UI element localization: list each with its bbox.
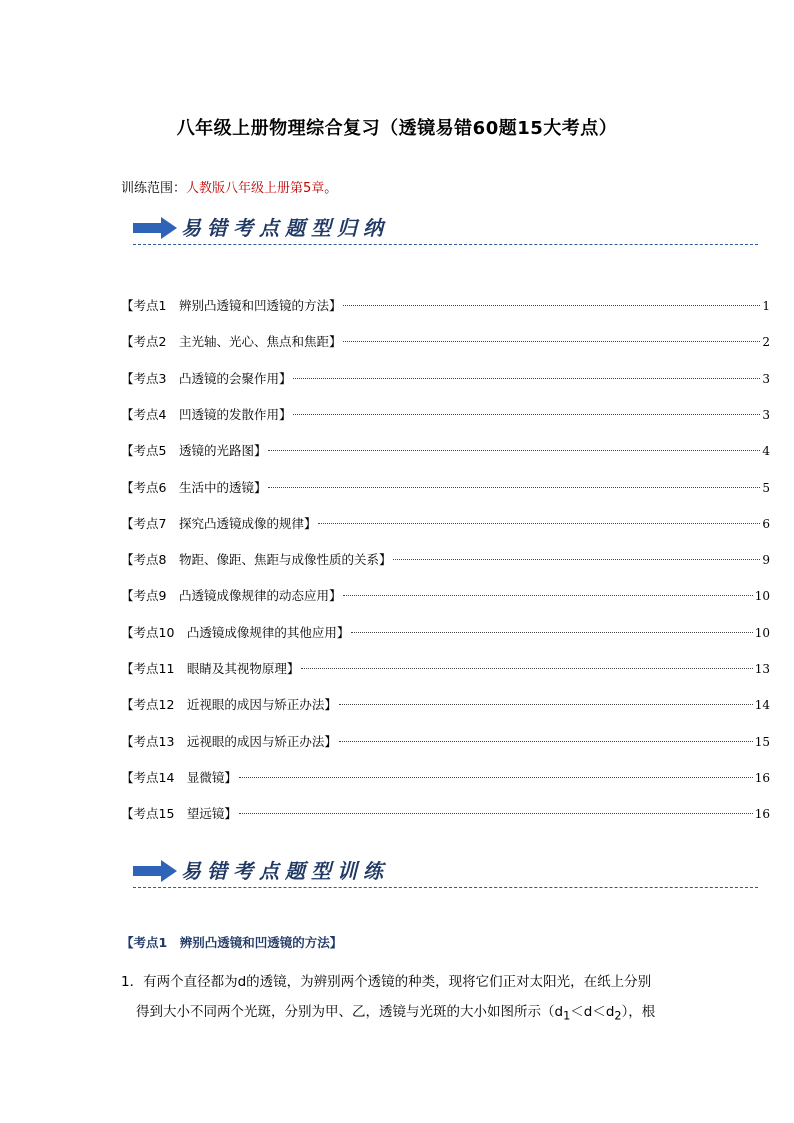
toc-entry[interactable] [121, 405, 770, 425]
toc-page-number: 2 [762, 335, 770, 350]
toc-leader-dots [351, 632, 752, 633]
scope-highlight: 人教版八年级上册第5章 [186, 181, 325, 196]
subscript-2: 2 [614, 1009, 622, 1023]
toc-entry[interactable] [121, 768, 770, 788]
training-scope [121, 177, 337, 196]
toc-leader-dots [301, 668, 752, 669]
toc-entry-label: 【考点4 凹透镜的发散作用】 [121, 406, 292, 422]
toc-page-number: 1 [762, 299, 770, 313]
toc-entry[interactable] [121, 695, 770, 715]
toc-leader-dots [318, 523, 760, 524]
toc-entry[interactable] [121, 332, 770, 352]
toc-entry[interactable] [121, 659, 770, 679]
toc-entry[interactable] [121, 441, 770, 461]
toc-page-number: 16 [754, 807, 770, 822]
toc-entry[interactable] [121, 296, 770, 316]
right-arrow-icon [133, 860, 177, 882]
toc-entry-label: 【考点3 凸透镜的会聚作用】 [121, 370, 292, 386]
toc-entry[interactable] [121, 623, 770, 643]
toc-entry-label: 【考点6 生活中的透镜】 [121, 479, 267, 495]
question-text-part: ），根 [621, 1004, 656, 1020]
toc-leader-dots [239, 777, 753, 778]
question-section-heading: 【考点1 辨别凸透镜和凹透镜的方法】 [121, 935, 343, 950]
question-text-line-1: 1．有两个直径都为d的透镜，为辨别两个透镜的种类，现将它们正对太阳光，在纸上分别 [121, 974, 652, 990]
toc-entry-label: 【考点8 物距、像距、焦距与成像性质的关系】 [121, 552, 392, 568]
toc-page-number: 16 [754, 770, 770, 785]
toc-entry-label: 【考点5 透镜的光路图】 [121, 443, 267, 459]
toc-page-number: 15 [754, 734, 770, 749]
training-banner-title: 易错考点题型训练 [181, 859, 389, 883]
toc-leader-dots [343, 341, 760, 342]
question-text-part: ＜d＜d [570, 1004, 615, 1020]
toc-page-number: 9 [762, 553, 770, 568]
toc-entry-label: 【考点2 主光轴、光心、焦点和焦距】 [121, 334, 342, 350]
toc-entry-label: 【考点12 近视眼的成因与矫正办法】 [121, 697, 337, 713]
toc-entry[interactable] [121, 732, 770, 752]
question-text-part: 得到大小不同两个光斑，分别为甲、乙，透镜与光斑的大小如图所示（d [136, 1004, 564, 1020]
toc-entry[interactable] [121, 804, 770, 824]
toc-entry-label: 【考点14 显微镜】 [121, 769, 237, 785]
toc-leader-dots [268, 487, 760, 488]
page-title: 八年级上册物理综合复习（透镜易错60题15大考点） [176, 118, 618, 139]
toc-page-number: 6 [762, 516, 770, 531]
toc-banner-title: 易错考点题型归纳 [181, 216, 389, 240]
toc-entry[interactable] [121, 550, 770, 570]
toc-entry-label: 【考点15 望远镜】 [121, 806, 237, 822]
banner-divider [133, 887, 758, 888]
toc-leader-dots [239, 813, 753, 814]
toc-entry-label: 【考点7 探究凸透镜成像的规律】 [121, 515, 317, 531]
scope-end: 。 [324, 181, 338, 196]
toc-leader-dots [343, 305, 760, 306]
toc-leader-dots [268, 450, 760, 451]
toc-leader-dots [393, 559, 760, 560]
toc-page-number: 14 [754, 698, 770, 713]
toc-leader-dots [339, 741, 753, 742]
toc-entry-label: 【考点1 辨别凸透镜和凹透镜的方法】 [121, 298, 342, 313]
toc-entry-label: 【考点13 远视眼的成因与矫正办法】 [121, 733, 337, 749]
toc-leader-dots [293, 378, 760, 379]
subscript-1: 1 [563, 1009, 571, 1023]
toc-page-number: 5 [762, 480, 770, 495]
scope-label: 训练范围： [121, 181, 187, 196]
question-text-line-2 [136, 1000, 655, 1023]
toc-page-number: 3 [762, 407, 770, 422]
toc-entry-label: 【考点10 凸透镜成像规律的其他应用】 [121, 624, 350, 640]
toc-page-number: 13 [754, 662, 770, 676]
toc-page-number: 4 [762, 444, 770, 459]
toc-page-number: 3 [762, 371, 770, 386]
toc-entry[interactable] [121, 478, 770, 498]
toc-page-number: 10 [754, 625, 770, 640]
right-arrow-icon [133, 217, 177, 239]
toc-entry[interactable] [121, 514, 770, 534]
toc-entry[interactable] [121, 369, 770, 389]
toc-banner [133, 214, 758, 244]
banner-divider [133, 244, 758, 245]
toc-page-number: 10 [754, 589, 770, 604]
toc-leader-dots [343, 595, 752, 596]
toc-entry-label: 【考点9 凸透镜成像规律的动态应用】 [121, 588, 342, 604]
toc-leader-dots [293, 414, 760, 415]
toc-entry[interactable] [121, 586, 770, 606]
toc-leader-dots [339, 704, 753, 705]
training-banner [133, 857, 758, 887]
toc-entry-label: 【考点11 眼睛及其视物原理】 [121, 661, 300, 676]
